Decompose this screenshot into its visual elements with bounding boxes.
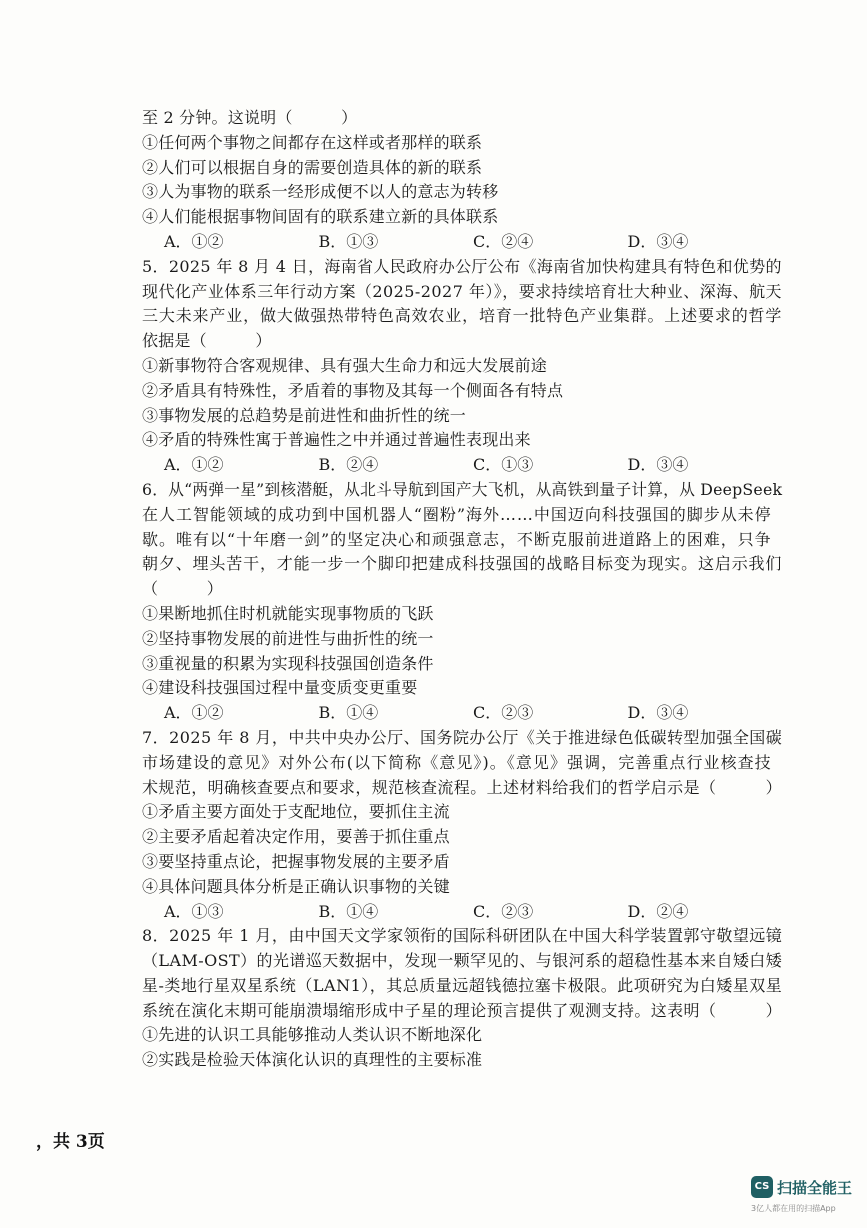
camscanner-logo-icon: CS [751, 1176, 773, 1198]
scanner-watermark [751, 1176, 861, 1220]
text-line: ④矛盾的特殊性寓于普遍性之中并通过普遍性表现出来 [142, 430, 531, 450]
answer-choice: C．②③ [473, 901, 534, 921]
text-line: 8．2025 年 1 月，由中国天文学家领衔的国际科研团队在中国大科学装置郭守敬望远镜 [142, 926, 783, 946]
answer-choice: D．②④ [627, 901, 689, 921]
answer-choice: C．①③ [473, 455, 534, 475]
text-line: ②坚持事物发展的前进性与曲折性的统一 [142, 628, 434, 648]
text-line: ④人们能根据事物间固有的联系建立新的具体联系 [142, 207, 499, 227]
text-line: ①矛盾主要方面处于支配地位，要抓住主流 [142, 802, 450, 822]
text-line: ②实践是检验天体演化认识的真理性的主要标准 [142, 1050, 483, 1070]
answer-choice: A．①③ [164, 901, 224, 921]
answer-choice: D．③④ [627, 703, 689, 723]
answer-choice: C．②③ [473, 703, 534, 723]
page-footer: ，共 3页 [36, 1132, 105, 1152]
watermark-title: 扫描全能王 [777, 1179, 853, 1197]
text-line: ④建设科技强国过程中量变质变更重要 [142, 678, 418, 698]
text-line: 市场建设的意见》对外公布(以下简称《意见》)。《意见》强调，完善重点行业核查技 [142, 752, 772, 772]
text-line: （LAM-OST）的光谱巡天数据中，发现一颗罕见的、与银河系的超稳性基本来自矮白矮 [142, 951, 783, 971]
text-line: 术规范，明确核查要点和要求，规范核查流程。上述材料给我们的哲学启示是（ ） [142, 777, 783, 797]
text-line: 三大未来产业，做大做强热带特色高效农业，培育一批特色产业集群。上述要求的哲学 [142, 306, 783, 326]
question-content [142, 106, 782, 1073]
answer-choice: B．①④ [318, 703, 379, 723]
answer-choice: C．②④ [473, 231, 534, 251]
text-line: 现代化产业体系三年行动方案（2025-2027 年）》，要求持续培育壮大种业、深海、航天 [142, 281, 782, 301]
text-line: ②主要矛盾起着决定作用，要善于抓住重点 [142, 827, 450, 847]
text-line: ②人们可以根据自身的需要创造具体的新的联系 [142, 157, 483, 177]
text-line: ②矛盾具有特殊性，矛盾着的事物及其每一个侧面各有特点 [142, 380, 564, 400]
watermark-subtitle: 3亿人都在用的扫描App [751, 1204, 836, 1213]
text-line: ③人为事物的联系一经形成便不以人的意志为转移 [142, 182, 499, 202]
answer-choice: A．①② [164, 455, 224, 475]
text-line: 依据是（ ） [142, 331, 272, 351]
text-line: 歇。唯有以“十年磨一剑”的坚定决心和顽强意志，不断克服前进道路上的困难，只争 [142, 529, 772, 549]
answer-choices [142, 701, 782, 726]
answer-choice: D．③④ [627, 231, 689, 251]
answer-choice: B．①③ [318, 231, 379, 251]
text-line: 至 2 分钟。这说明（ ） [142, 108, 358, 127]
text-line: ①任何两个事物之间都存在这样或者那样的联系 [142, 132, 483, 152]
text-line: （ ） [142, 579, 224, 599]
text-line: 在人工智能领域的成功到中国机器人“圈粉”海外……中国迈向科技强国的脚步从未停 [142, 504, 772, 524]
text-line: 5．2025 年 8 月 4 日，海南省人民政府办公厅公布《海南省加快构建具有特色和优势的 [142, 256, 782, 276]
answer-choice: A．①② [164, 703, 224, 723]
text-line: 朝夕、埋头苦干，才能一步一个脚印把建成科技强国的战略目标变为现实。这启示我们 [142, 554, 783, 574]
text-line: ①果断地抓住时机就能实现事物质的飞跃 [142, 603, 434, 623]
answer-choice: A．①② [164, 231, 224, 251]
answer-choice: D．③④ [627, 455, 689, 475]
answer-choices [142, 230, 782, 255]
text-line: ③事物发展的总趋势是前进性和曲折性的统一 [142, 405, 467, 425]
text-line: ③要坚持重点论，把握事物发展的主要矛盾 [142, 851, 450, 871]
text-line: 6．从“两弹一星”到核潜艇，从北斗导航到国产大飞机，从高铁到量子计算，从 DeepSeek [142, 479, 783, 499]
text-line: ④具体问题具体分析是正确认识事物的关键 [142, 876, 450, 896]
text-line: 星-类地行星双星系统（LAN1），其总质量远超钱德拉塞卡极限。此项研究为白矮星双星 [142, 975, 783, 995]
text-line: ①新事物符合客观规律、具有强大生命力和远大发展前途 [142, 355, 548, 375]
answer-choice: B．②④ [318, 455, 379, 475]
answer-choices [142, 453, 782, 478]
text-line: ①先进的认识工具能够推动人类认识不断地深化 [142, 1025, 483, 1045]
answer-choice: B．①④ [318, 901, 379, 921]
answer-choices [142, 900, 782, 925]
text-line: 7．2025 年 8 月，中共中央办公厅、国务院办公厅《关于推进绿色低碳转型加强全国碳 [142, 727, 783, 747]
text-line: 系统在演化末期可能崩溃塌缩形成中子星的理论预言提供了观测支持。这表明（ ） [142, 1000, 783, 1020]
text-line: ③重视量的积累为实现科技强国创造条件 [142, 653, 434, 673]
